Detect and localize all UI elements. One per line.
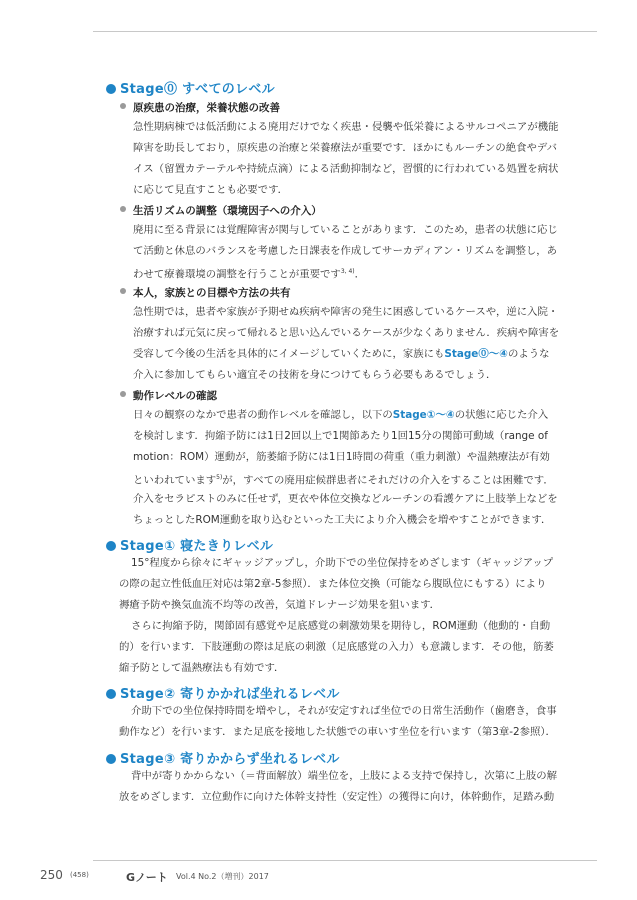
volume-info: Vol.4 No.2（増刊）2017 [176, 872, 269, 881]
body-line: 介入をセラピストのみに任せず，更衣や体位交換などルーチンの看護ケアに上肢挙上などを [133, 493, 558, 505]
body-line: 障害を助長しており，原疾患の治療と栄養療法が重要です．ほかにもルーチンの絶食やデバ [133, 142, 558, 154]
footer-rule [93, 860, 597, 861]
bullet-icon [120, 206, 126, 212]
bullet-icon [120, 391, 126, 397]
section-title: 本人，家族との目標や方法の共有 [120, 285, 291, 300]
body-line: 放をめざします．立位動作に向けた体幹支持性（安定性）の獲得に向け，体幹動作，足踏み動 [119, 791, 555, 803]
body-line: に応じて見直すことも必要です． [133, 184, 289, 196]
body-line: さらに拘縮予防，関節固有感覚や足底感覚の刺激効果を期待し，ROM運動（他動的・自動 [131, 620, 551, 632]
bullet-icon [106, 84, 116, 94]
bullet-icon [106, 689, 116, 699]
body-line: イス（留置カテーテルや持続点滴）による活動抑制など，習慣的に行われている処置を病状 [133, 163, 559, 175]
stage-reference: Stage①～④ [392, 409, 455, 421]
body-line: 15°程度から徐々にギャッジアップし，介助下での坐位保持をめざします（ギャッジアップ [131, 557, 554, 569]
section-title: 原疾患の治療，栄養状態の改善 [120, 100, 280, 115]
body-line: 急性期では，患者や家族が予期せぬ疾病や障害の発生に困惑しているケースや，逆に入院・ [133, 306, 559, 318]
body-line: の際の起立性低血圧対応は第2章-5参照）．また体位交換（可能なら腹臥位にもする）により [119, 578, 547, 590]
body-line: 日々の観察のなかで患者の動作レベルを確認し，以下のStage①～④の状態に応じた介入 [133, 409, 549, 421]
body-line: を検討します．拘縮予防には1日2回以上で1関節あたり1回15分の関節可動域（range of [133, 430, 548, 442]
body-line: といわれています$^{5)}$が，すべての廃用症候群患者にそれだけの介入をすることは困難です． [133, 474, 554, 487]
stage-reference: Stage⓪～④ [444, 348, 508, 360]
body-line: 廃用に至る背景には覚醒障害が関与していることがあります．このため，患者の状態に応じ [133, 224, 558, 236]
bullet-icon [106, 541, 116, 551]
body-line: 動作など）を行います．また足底を接地した状態での車いす坐位を行います（第3章-2参照）． [119, 726, 556, 738]
body-line: わせて療養環境の調整を行うことが重要です$^{3, 4)}$． [133, 268, 365, 281]
stage1-heading: Stage① 寝たきりレベル [106, 535, 273, 554]
bullet-icon [120, 103, 126, 109]
top-rule [93, 31, 597, 32]
bullet-icon [106, 754, 116, 764]
body-line: 褥瘡予防や換気血流不均等の改善，気道ドレナージ効果を狙います． [119, 599, 441, 611]
bullet-icon [120, 288, 126, 294]
body-line: 急性期病棟では低活動による廃用だけでなく疾患・侵襲や低栄養によるサルコペニアが機能 [133, 121, 559, 133]
body-line: て活動と休息のバランスを考慮した日課表を作成してサーカディアン・リズムを調整し，あ [133, 245, 558, 257]
page-number: 250 [40, 868, 63, 882]
body-line: ちょっとしたROM運動を取り込むといった工夫により介入機会を増やすことができます． [133, 514, 552, 526]
body-line: 治療すれば元気に戻って帰れると思い込んでいるケースが少なくありません．疾病や障害を [133, 327, 560, 339]
journal-name: Gノート [126, 871, 168, 884]
body-line: 背中が寄りかからない（＝背面解放）端坐位を，上肢による支持で保持し，次第に上肢の解 [131, 770, 558, 782]
body-line: 介助下での坐位保持時間を増やし，それが安定すれば坐位での日常生活動作（歯磨き，食事 [131, 705, 557, 717]
body-line: 的）を行います．下肢運動の際は足底の刺激（足底感覚の入力）も意識します．その他，筋萎 [119, 641, 554, 653]
stage2-heading: Stage② 寄りかかれば坐れるレベル [106, 683, 340, 702]
stage3-heading: Stage③ 寄りかからず坐れるレベル [106, 748, 340, 767]
body-line: 介入に参加してもらい適宜その技術を身につけてもらう必要もあるでしょう． [133, 369, 497, 381]
body-line: 受容して今後の生活を具体的にイメージしていくために，家族にもStage⓪～④のような [133, 348, 550, 360]
page-number-alt: (458) [70, 871, 89, 879]
reference: 3, 4) [340, 268, 355, 275]
body-line: 縮予防として温熱療法も有効です． [119, 662, 285, 674]
stage0-heading: Stage⓪ すべてのレベル [106, 78, 275, 97]
section-title: 動作レベルの確認 [120, 388, 217, 403]
section-title: 生活リズムの調整（環境因子への介入） [120, 203, 322, 218]
body-line: motion：ROM）運動が，筋萎縮予防には1日1時間の荷重（重力刺激）や温熱療法が有効 [133, 451, 550, 463]
reference: 5) [216, 474, 223, 481]
